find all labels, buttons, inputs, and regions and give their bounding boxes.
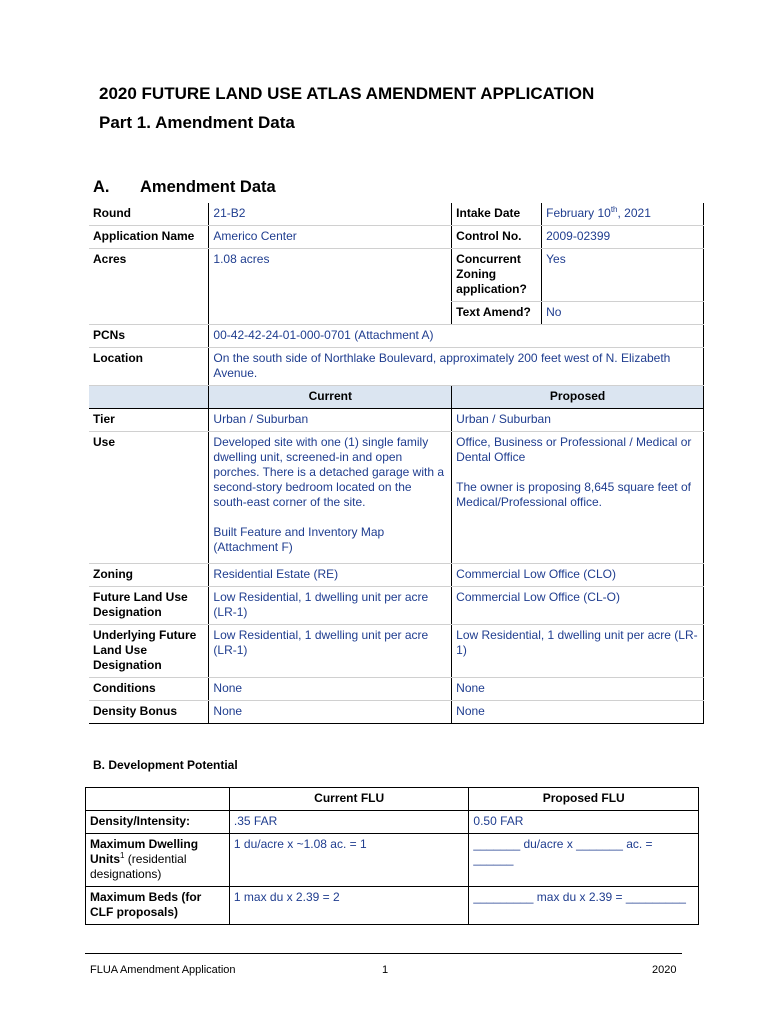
conditions-label: Conditions: [89, 678, 209, 701]
underlying-flu-label: Underlying Future Land Use Designation: [89, 625, 209, 678]
table-row: [89, 249, 704, 302]
zoning-label: Zoning: [89, 564, 209, 587]
intake-date-label: Intake Date: [452, 203, 542, 226]
table-row: [89, 348, 704, 386]
density-bonus-label: Density Bonus: [89, 701, 209, 724]
header-blank: [86, 788, 230, 811]
amendment-data-table: [89, 203, 704, 724]
underlying-flu-proposed: Low Residential, 1 dwelling unit per acre (LR-1): [452, 625, 704, 678]
footer-left: FLUA Amendment Application: [90, 964, 236, 976]
density-bonus-current: None: [209, 701, 452, 724]
table-row: [86, 834, 699, 887]
application-name-label: Application Name: [89, 226, 209, 249]
max-beds-current: 1 max du x 2.39 = 2: [229, 887, 469, 925]
max-dwelling-units-label: Maximum Dwelling Units$^1$ (residential designations): [86, 834, 230, 887]
table-row: [89, 432, 704, 564]
acres-value: 1.08 acres: [209, 249, 452, 325]
table-row: [89, 325, 704, 348]
concurrent-zoning-label: Concurrent Zoning application?: [452, 249, 542, 302]
max-beds-label: Maximum Beds (for CLF proposals): [86, 887, 230, 925]
use-label: Use: [89, 432, 209, 564]
table-row: [89, 409, 704, 432]
intake-date-value: February 10th, 2021: [542, 203, 704, 226]
table-row: [89, 678, 704, 701]
document-title: 2020 FUTURE LAND USE ATLAS AMENDMENT APPLICATION: [99, 84, 595, 103]
underlying-flu-current: Low Residential, 1 dwelling unit per acre (LR-1): [209, 625, 452, 678]
text-amend-value: No: [542, 302, 704, 325]
density-intensity-proposed: 0.50 FAR: [469, 811, 699, 834]
round-label: Round: [89, 203, 209, 226]
concurrent-zoning-value: Yes: [542, 249, 704, 302]
table-row: [89, 203, 704, 226]
control-no-value: 2009-02399: [542, 226, 704, 249]
flu-designation-label: Future Land Use Designation: [89, 587, 209, 625]
header-blank: [89, 386, 209, 409]
table-row: [89, 587, 704, 625]
header-proposed: Proposed: [452, 386, 704, 409]
pcns-value: 00-42-42-24-01-000-0701 (Attachment A): [209, 325, 704, 348]
conditions-proposed: None: [452, 678, 704, 701]
table-header-row: [89, 386, 704, 409]
control-no-label: Control No.: [452, 226, 542, 249]
tier-label: Tier: [89, 409, 209, 432]
zoning-current: Residential Estate (RE): [209, 564, 452, 587]
pcns-label: PCNs: [89, 325, 209, 348]
tier-proposed: Urban / Suburban: [452, 409, 704, 432]
table-row: [89, 564, 704, 587]
footer-page-number: 1: [382, 964, 389, 976]
zoning-proposed: Commercial Low Office (CLO): [452, 564, 704, 587]
section-a-title: Amendment Data: [140, 178, 276, 196]
tier-current: Urban / Suburban: [209, 409, 452, 432]
development-potential-table: [85, 787, 699, 925]
table-row: [86, 887, 699, 925]
density-intensity-label: Density/Intensity:: [86, 811, 230, 834]
location-value: On the south side of Northlake Boulevard, approximately 200 feet west of N. Elizabeth Avenue.: [209, 348, 704, 386]
footer-right: 2020: [652, 964, 677, 976]
conditions-current: None: [209, 678, 452, 701]
max-dwelling-units-current: 1 du/acre x ~1.08 ac. = 1: [229, 834, 469, 887]
document-subtitle: Part 1. Amendment Data: [99, 113, 295, 132]
footer-divider: [85, 953, 682, 954]
table-header-row: [86, 788, 699, 811]
density-bonus-proposed: None: [452, 701, 704, 724]
header-current: Current: [209, 386, 452, 409]
table-row: [89, 226, 704, 249]
section-a-heading: [93, 178, 276, 197]
table-row: [89, 701, 704, 724]
table-row: [86, 811, 699, 834]
max-dwelling-units-proposed: _______ du/acre x _______ ac. = ______: [469, 834, 699, 887]
acres-label: Acres: [89, 249, 209, 325]
flu-designation-current: Low Residential, 1 dwelling unit per acre (LR-1): [209, 587, 452, 625]
application-name-value: Americo Center: [209, 226, 452, 249]
section-b-heading: B. Development Potential: [93, 758, 238, 772]
location-label: Location: [89, 348, 209, 386]
header-proposed-flu: Proposed FLU: [469, 788, 699, 811]
table-row: [89, 625, 704, 678]
max-beds-proposed: _________ max du x 2.39 = _________: [469, 887, 699, 925]
use-current: Developed site with one (1) single family dwelling unit, screened-in and open porches. There is a detached garage with a second-story bedroom located on the south-east corner of the site. Built Feature and Inventory Map (Attachment F): [209, 432, 452, 564]
use-proposed: Office, Business or Professional / Medical or Dental Office The owner is proposing 8,645 square feet of Medical/Professional office.: [452, 432, 704, 564]
flu-designation-proposed: Commercial Low Office (CL-O): [452, 587, 704, 625]
header-current-flu: Current FLU: [229, 788, 469, 811]
text-amend-label: Text Amend?: [452, 302, 542, 325]
section-a-letter: A.: [93, 178, 110, 196]
density-intensity-current: .35 FAR: [229, 811, 469, 834]
round-value: 21-B2: [209, 203, 452, 226]
